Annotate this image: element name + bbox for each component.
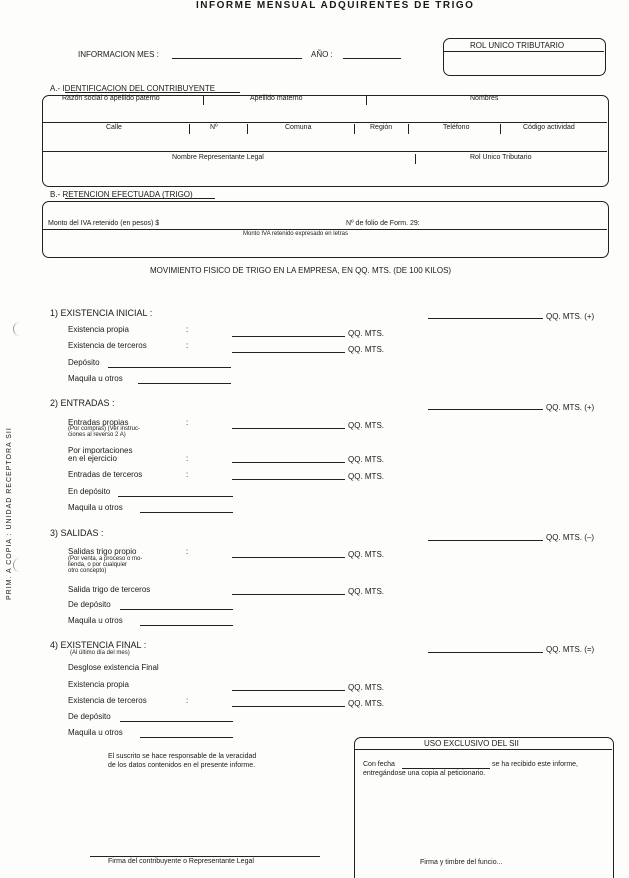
uso-exclusivo-divider <box>355 749 612 750</box>
folio-label: Nº de folio de Form. 29: <box>346 220 420 227</box>
colon: : <box>186 418 189 427</box>
s2-import-field[interactable] <box>232 462 345 463</box>
s3-propio-note: otro concepto) <box>68 568 107 574</box>
s2-deposito-label: En depósito <box>68 487 111 496</box>
s3-propio-note: (Por venta, a proceso o mo- <box>68 556 143 562</box>
s2-deposito-field[interactable] <box>118 496 233 497</box>
unit-label: QQ. MTS. <box>348 699 384 708</box>
s2-propias-label: Entradas propias <box>68 418 129 427</box>
s1-deposito-field[interactable] <box>108 367 231 368</box>
s3-deposito-label: De depósito <box>68 600 111 609</box>
colon: : <box>186 470 189 479</box>
telefono-label: Teléfono <box>443 124 470 131</box>
unit-label: QQ. MTS. <box>348 587 384 596</box>
s3-terceros-label: Salida trigo de terceros <box>68 585 151 594</box>
colon: : <box>186 696 189 705</box>
s2-propias-note: (Por compras) (Ver instruc- <box>68 426 141 432</box>
nombres-label: Nombres <box>470 95 499 102</box>
s1-propia-field[interactable] <box>232 336 345 337</box>
divider <box>189 124 190 134</box>
s3-propio-note: lienda, o por cualquier <box>68 562 128 568</box>
monto-letras-label: Monto IVA retenido expresado en letras <box>243 231 348 237</box>
uso-fecha-label: Con fecha <box>363 761 395 768</box>
unit-label: QQ. MTS. <box>348 683 384 692</box>
row-divider <box>43 151 607 152</box>
salidas-total-field[interactable] <box>428 540 543 541</box>
unit-label: QQ. MTS. <box>348 345 384 354</box>
representante-label: Nombre Representante Legal <box>172 154 264 161</box>
razon-social-label: Razón social o apellido paterno <box>62 95 160 102</box>
s3-maquila-field[interactable] <box>140 625 233 626</box>
unit-label: QQ. MTS. <box>348 550 384 559</box>
divider <box>203 95 204 105</box>
row-divider <box>43 122 607 123</box>
existencia-final-title: 4) EXISTENCIA FINAL : <box>50 640 147 650</box>
section-a-title: A.- IDENTIFICACION DEL CONTRIBUYENTE <box>50 84 216 93</box>
colon: : <box>186 547 189 556</box>
divider <box>354 124 355 134</box>
entradas-unit: QQ. MTS. (+) <box>546 403 595 412</box>
existencia-final-note: (Al último día del mes) <box>70 650 130 656</box>
responsable-text: de los datos contenidos en el presente informe. <box>108 762 256 769</box>
salidas-unit: QQ. MTS. (–) <box>546 533 594 542</box>
comuna-label: Comuna <box>285 124 312 131</box>
numero-label: Nº <box>210 124 218 131</box>
s4-desglose-label: Desglose existencia Final <box>68 663 159 672</box>
unit-label: QQ. MTS. <box>348 421 384 430</box>
s4-deposito-label: De depósito <box>68 712 111 721</box>
s3-deposito-field[interactable] <box>120 609 233 610</box>
divider <box>415 154 416 164</box>
colon: : <box>186 341 189 350</box>
anio-label: AÑO : <box>311 50 333 59</box>
s4-deposito-field[interactable] <box>120 721 233 722</box>
monto-iva-label: Monto del IVA retenido (en pesos) $ <box>48 220 160 227</box>
unit-label: QQ. MTS. <box>348 472 384 481</box>
section-a-underline <box>65 92 240 93</box>
s4-propia-field[interactable] <box>232 690 345 691</box>
responsable-text: El suscrito se hace responsable de la veracidad <box>108 753 257 760</box>
s1-maquila-label: Maquila u otros <box>68 374 123 383</box>
uso-recibido-text: se ha recibido este informe, <box>492 761 578 768</box>
divider <box>408 124 409 134</box>
s2-import-label: en el ejercicio <box>68 454 117 463</box>
mes-field[interactable] <box>172 58 302 59</box>
form-title: INFORME MENSUAL ADQUIRENTES DE TRIGO <box>196 0 475 11</box>
divider <box>247 124 248 134</box>
rut-box-title: ROL UNICO TRIBUTARIO <box>470 41 565 50</box>
anio-field[interactable] <box>343 58 401 59</box>
s3-propio-label: Salidas trigo propio <box>68 547 137 556</box>
firma-contribuyente-line[interactable] <box>90 856 320 857</box>
uso-exclusivo-box <box>354 737 614 878</box>
unit-label: QQ. MTS. <box>348 455 384 464</box>
uso-firma-label: Firma y timbre del funcio... <box>420 859 503 866</box>
s1-terceros-label: Existencia de terceros <box>68 341 147 350</box>
side-copy-text: PRIM. A COPIA : UNIDAD RECEPTORA SII <box>6 427 13 600</box>
s1-deposito-label: Depósito <box>68 358 100 367</box>
divider <box>366 95 367 105</box>
s2-terceros-field[interactable] <box>232 479 345 480</box>
s3-maquila-label: Maquila u otros <box>68 616 123 625</box>
s4-terceros-label: Existencia de terceros <box>68 696 147 705</box>
s2-propias-field[interactable] <box>232 428 345 429</box>
existencia-inicial-unit: QQ. MTS. (+) <box>546 312 595 321</box>
s2-terceros-label: Entradas de terceros <box>68 470 143 479</box>
rut-representante-label: Rol Unico Tributario <box>470 154 532 161</box>
apellido-materno-label: Apellido materno <box>250 95 303 102</box>
rut-box-divider <box>444 51 604 52</box>
informacion-mes-label: INFORMACION MES : <box>78 50 159 59</box>
uso-copia-text: entregándose una copia al peticionario. <box>363 770 486 777</box>
s1-propia-label: Existencia propia <box>68 325 129 334</box>
existencia-final-total-field[interactable] <box>428 652 543 653</box>
uso-fecha-field[interactable] <box>402 768 490 769</box>
section-b-underline <box>65 198 215 199</box>
firma-contribuyente-label: Firma del contribuyente o Representante Legal <box>108 858 254 865</box>
s4-propia-label: Existencia propia <box>68 680 129 689</box>
row-divider <box>43 229 607 230</box>
s2-propias-note: ciones al reverso 2 A) <box>68 432 126 438</box>
punch-hole-mark <box>13 558 24 572</box>
existencia-inicial-total-field[interactable] <box>428 318 543 319</box>
s4-maquila-field[interactable] <box>140 737 233 738</box>
divider <box>500 124 501 134</box>
punch-hole-mark <box>13 322 24 336</box>
region-label: Región <box>370 124 393 131</box>
s4-maquila-label: Maquila u otros <box>68 728 123 737</box>
entradas-title: 2) ENTRADAS : <box>50 398 115 408</box>
s1-terceros-field[interactable] <box>232 352 345 353</box>
s3-terceros-field[interactable] <box>232 594 345 595</box>
existencia-inicial-title: 1) EXISTENCIA INICIAL : <box>50 308 153 318</box>
calle-label: Calle <box>106 124 122 131</box>
s3-propio-field[interactable] <box>232 557 345 558</box>
salidas-title: 3) SALIDAS : <box>50 528 104 538</box>
s4-terceros-field[interactable] <box>232 706 345 707</box>
s2-maquila-label: Maquila u otros <box>68 503 123 512</box>
unit-label: QQ. MTS. <box>348 329 384 338</box>
s2-import-label: Por importaciones <box>68 446 133 455</box>
uso-exclusivo-title: USO EXCLUSIVO DEL SII <box>424 739 519 748</box>
section-b-title: B.- RETENCION EFECTUADA (TRIGO) <box>50 190 193 199</box>
movimiento-title: MOVIMIENTO FISICO DE TRIGO EN LA EMPRESA, EN QQ. MTS. (DE 100 KILOS) <box>150 266 452 275</box>
colon: : <box>186 325 189 334</box>
existencia-final-unit: QQ. MTS. (=) <box>546 645 595 654</box>
entradas-total-field[interactable] <box>428 409 543 410</box>
codigo-actividad-label: Código actividad <box>523 124 575 131</box>
s1-maquila-field[interactable] <box>138 383 231 384</box>
s2-maquila-field[interactable] <box>140 512 233 513</box>
colon: : <box>186 454 189 463</box>
section-a-box <box>42 95 609 187</box>
